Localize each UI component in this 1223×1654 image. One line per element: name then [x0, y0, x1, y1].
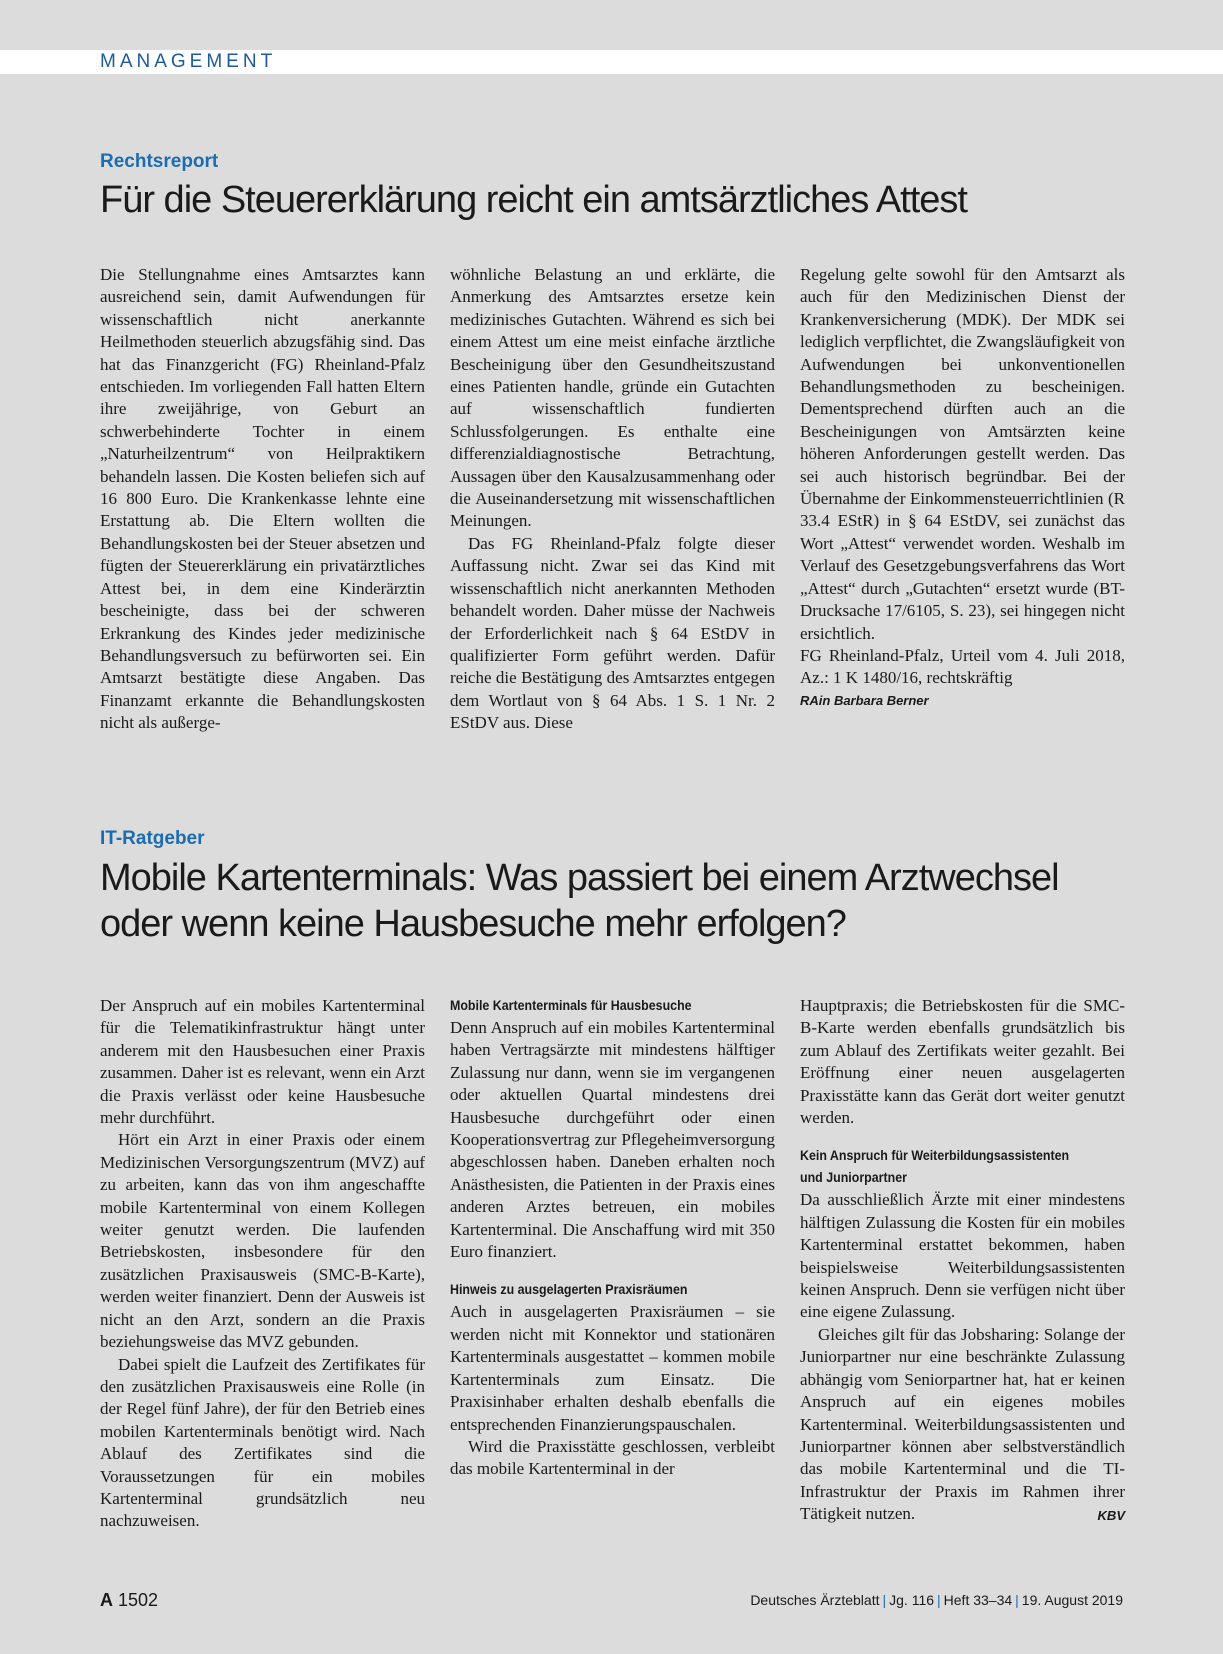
- title-line: Mobile Kartenterminals: Was passiert bei einem Arztwechsel: [100, 857, 1059, 899]
- page-number-value: 1502: [118, 1590, 159, 1610]
- volume: Jg. 116: [889, 1592, 935, 1608]
- paragraph: Regelung gelte sowohl für den Amtsarzt als auch für den Medizinischen Dienst der Krankenversicherung (MDK). Der MDK sei lediglich verpflichtet, die Zwangsläufigkeit von Aufwendungen bei unkonventionellen Behandlungsmethoden zu bescheinigen. Dementsprechend dürften auch an die Bescheinigungen von Amtsärzten keine höheren Anforderungen gestellt werden. Das sei auch historisch begründbar. Bei der Übernahme der Einkommensteuerrichtlinien (R 33.4 EStR) in § 64 EStDV, sei zunächst das Wort „Attest“ verwendet worden. Weshalb im Verlauf des Gesetzgebungsverfahrens das Wort „Attest“ durch „Gutachten“ ersetzt wurde (BT-Drucksache 17/6105, S. 23), sei hingegen nicht ersichtlich.: [800, 265, 1125, 643]
- section-label: MANAGEMENT: [100, 51, 277, 72]
- article1-title: Für die Steuererklärung reicht ein amtsärztliches Attest: [100, 179, 967, 221]
- page-number: [100, 1590, 158, 1611]
- article2-column-1: [100, 995, 425, 1533]
- paragraph: [800, 1324, 1125, 1526]
- paragraph: Hört ein Arzt in einer Praxis oder einem Medizinischen Versorgungszentrum (MVZ) auf zu arbeiten, kann das von ihm angeschaffte mobile Kartenterminal von einem Kollegen weiter genutzt werden. Die laufenden Betriebskosten, insbesondere für den zusätzlichen Praxisausweis (SMC-B-Karte), werden weiter finanziert. Denn der Ausweis ist nicht an den Arzt, sondern an die Praxis beziehungsweise das MVZ gebunden.: [100, 1130, 425, 1352]
- paragraph: Wird die Praxisstätte geschlossen, verbleibt das mobile Kartenterminal in der: [450, 1436, 775, 1479]
- top-margin: [0, 0, 1223, 50]
- title-line: oder wenn keine Hausbesuche mehr erfolgen?: [100, 903, 846, 945]
- article1-column-1: [100, 264, 425, 735]
- paragraph: Der Anspruch auf ein mobiles Kartenterminal für die Telematikinfrastruktur hängt unter anderem mit den Hausbesuchen einer Praxis zusammen. Daher ist es relevant, wenn ein Arzt die Praxis verlässt oder keine Hausbesuche mehr durchführt.: [100, 996, 425, 1128]
- subheading-line: und Juniorpartner: [800, 1170, 907, 1186]
- journal-name: Deutsches Ärzteblatt: [750, 1592, 880, 1608]
- article2-kicker: IT-Ratgeber: [100, 828, 205, 849]
- paragraph: Auch in ausgelagerten Praxisräumen – sie werden nicht mit Konnektor und stationären Kartenterminals ausgestattet – kommen mobile Kartenterminals zum Einsatz. Die Praxisinhaber erhalten deshalb ebenfalls die entsprechenden Finanzierungspauschalen.: [450, 1302, 775, 1434]
- paragraph: wöhnliche Belastung an und erklärte, die Anmerkung des Amtsarztes ersetze kein medizinisches Gutachten. Während es sich bei einem Attest um eine meist einfache ärztliche Bescheinigung über den Gesundheitszustand eines Patienten handle, gründe ein Gutachten auf wissenschaftlich fundierten Schlussfolgerungen. Es enthalte eine differenzialdiagnostische Betrachtung, Aussagen über den Kausalzusammenhang oder die Auseinandersetzung mit wissenschaftlichen Meinungen.: [450, 265, 775, 531]
- author-byline: RAin Barbara Berner: [800, 692, 929, 708]
- separator: |: [937, 1592, 941, 1608]
- journal-info: [750, 1592, 1123, 1608]
- separator: |: [882, 1592, 887, 1608]
- article1-column-3: [800, 264, 1125, 735]
- paragraph: Da ausschließlich Ärzte mit einer mindestens hälftigen Zulassung die Kosten für ein mobiles Kartenterminal erstattet bekommen, haben beispielsweise Weiterbildungsassistenten keinen Anspruch. Denn sie verfügen nicht über eine eigene Zulassung.: [800, 1190, 1125, 1322]
- issue: Heft 33–34: [943, 1592, 1013, 1608]
- article1-column-2: [450, 264, 775, 735]
- paragraph: Hauptpraxis; die Betriebskosten für die SMC-B-Karte werden ebenfalls grundsätzlich bis zum Ablauf des Zertifikats weiter gezahlt. Bei Eröffnung einer neuen ausgelagerten Praxisstätte kann das Gerät dort weiter genutzt werden.: [800, 996, 1125, 1128]
- subheading: [800, 1145, 1099, 1189]
- article1-body: [100, 264, 1125, 735]
- article2-title: [100, 855, 1059, 947]
- paragraph: Das FG Rheinland-Pfalz folgte dieser Auffassung nicht. Zwar sei das Kind mit wissenschaftlich nicht anerkannten Methoden behandelt worden. Daher müsse der Nachweis der Erforderlichkeit nach § 64 EStDV in qualifizierter Form geführt werden. Dafür reiche die Bestätigung des Amtsarztes entgegen dem Wortlaut von § 64 Abs. 1 S. 1 Nr. 2 EStDV aus. Diese: [450, 533, 775, 733]
- paragraph-text: Gleiches gilt für das Jobsharing: Solange der Juniorpartner nur eine beschränkte Zulassung abhängig vom Seniorpartner hat, hat er keinen Anspruch auf ein eigenes mobiles Kartenterminal. Weiterbildungsassistenten und Juniorpartner können aber selbstverständlich das mobile Kartenterminal und die TI-Infrastruktur der Praxis im Rahmen ihrer Tätigkeit nutzen.: [800, 1324, 1125, 1524]
- signoff: KBV: [1097, 1508, 1125, 1524]
- article2-column-2: [450, 995, 775, 1533]
- subheading-line: Kein Anspruch für Weiterbildungsassistenten: [800, 1148, 1070, 1164]
- paragraph: Dabei spielt die Laufzeit des Zertifikates für den zusätzlichen Praxisausweis eine Rolle (in der Regel fünf Jahre), der für den Betrieb eines mobilen Kartenterminals benötigt wird. Nach Ablauf des Zertifikates sind die Voraussetzungen für ein mobiles Kartenterminal grundsätzlich neu nachzuweisen.: [100, 1354, 425, 1531]
- separator: |: [1015, 1592, 1019, 1608]
- article2-body: [100, 995, 1125, 1533]
- date: 19. August 2019: [1021, 1592, 1123, 1608]
- subheading: Hinweis zu ausgelagerten Praxisräumen: [450, 1282, 688, 1298]
- paragraph: Denn Anspruch auf ein mobiles Kartenterminal haben Vertragsärzte mit mindestens hälftiger Zulassung nur dann, wenn sie im vergangenen oder aktuellen Quartal mindestens drei Hausbesuche durchgeführt oder einen Kooperationsvertrag zur Pflegeheimversorgung abgeschlossen haben. Daneben erhalten noch Anästhesisten, die Patienten in der Praxis eines anderen Arztes betreuen, ein mobiles Kartenterminal. Die Anschaffung wird mit 350 Euro finanziert.: [450, 1018, 775, 1262]
- page-letter: A: [100, 1590, 113, 1610]
- subheading: Mobile Kartenterminals für Hausbesuche: [450, 998, 692, 1013]
- article1-kicker: Rechtsreport: [100, 151, 219, 172]
- citation: FG Rheinland-Pfalz, Urteil vom 4. Juli 2018, Az.: 1 K 1480/16, rechtskräftig: [800, 645, 1125, 688]
- article2-column-3: [800, 995, 1125, 1533]
- paragraph: Die Stellungnahme eines Amtsarztes kann ausreichend sein, damit Aufwendungen für wissenschaftlich nicht anerkannte Heilmethoden steuerlich abzugsfähig sind. Das hat das Finanzgericht (FG) Rheinland-Pfalz entschieden. Im vorliegenden Fall hatten Eltern ihre zweijährige, von Geburt an schwerbehinderte Tochter in einem „Naturheilzentrum“ von Heilpraktikern behandeln lassen. Die Kosten beliefen sich auf 16 800 Euro. Die Krankenkasse lehnte eine Erstattung ab. Die Eltern wollten die Behandlungskosten bei der Steuer absetzen und fügten der Steuererklärung ein privatärztliches Attest bei, in dem eine Kinderärztin bescheinigte, dass bei der schweren Erkrankung des Kindes jeder medizinische Behandlungsversuch zu befürworten sei. Ein Amtsarzt bestätigte diese Angaben. Das Finanzamt erkannte die Behandlungskosten nicht als außerge-: [100, 265, 425, 733]
